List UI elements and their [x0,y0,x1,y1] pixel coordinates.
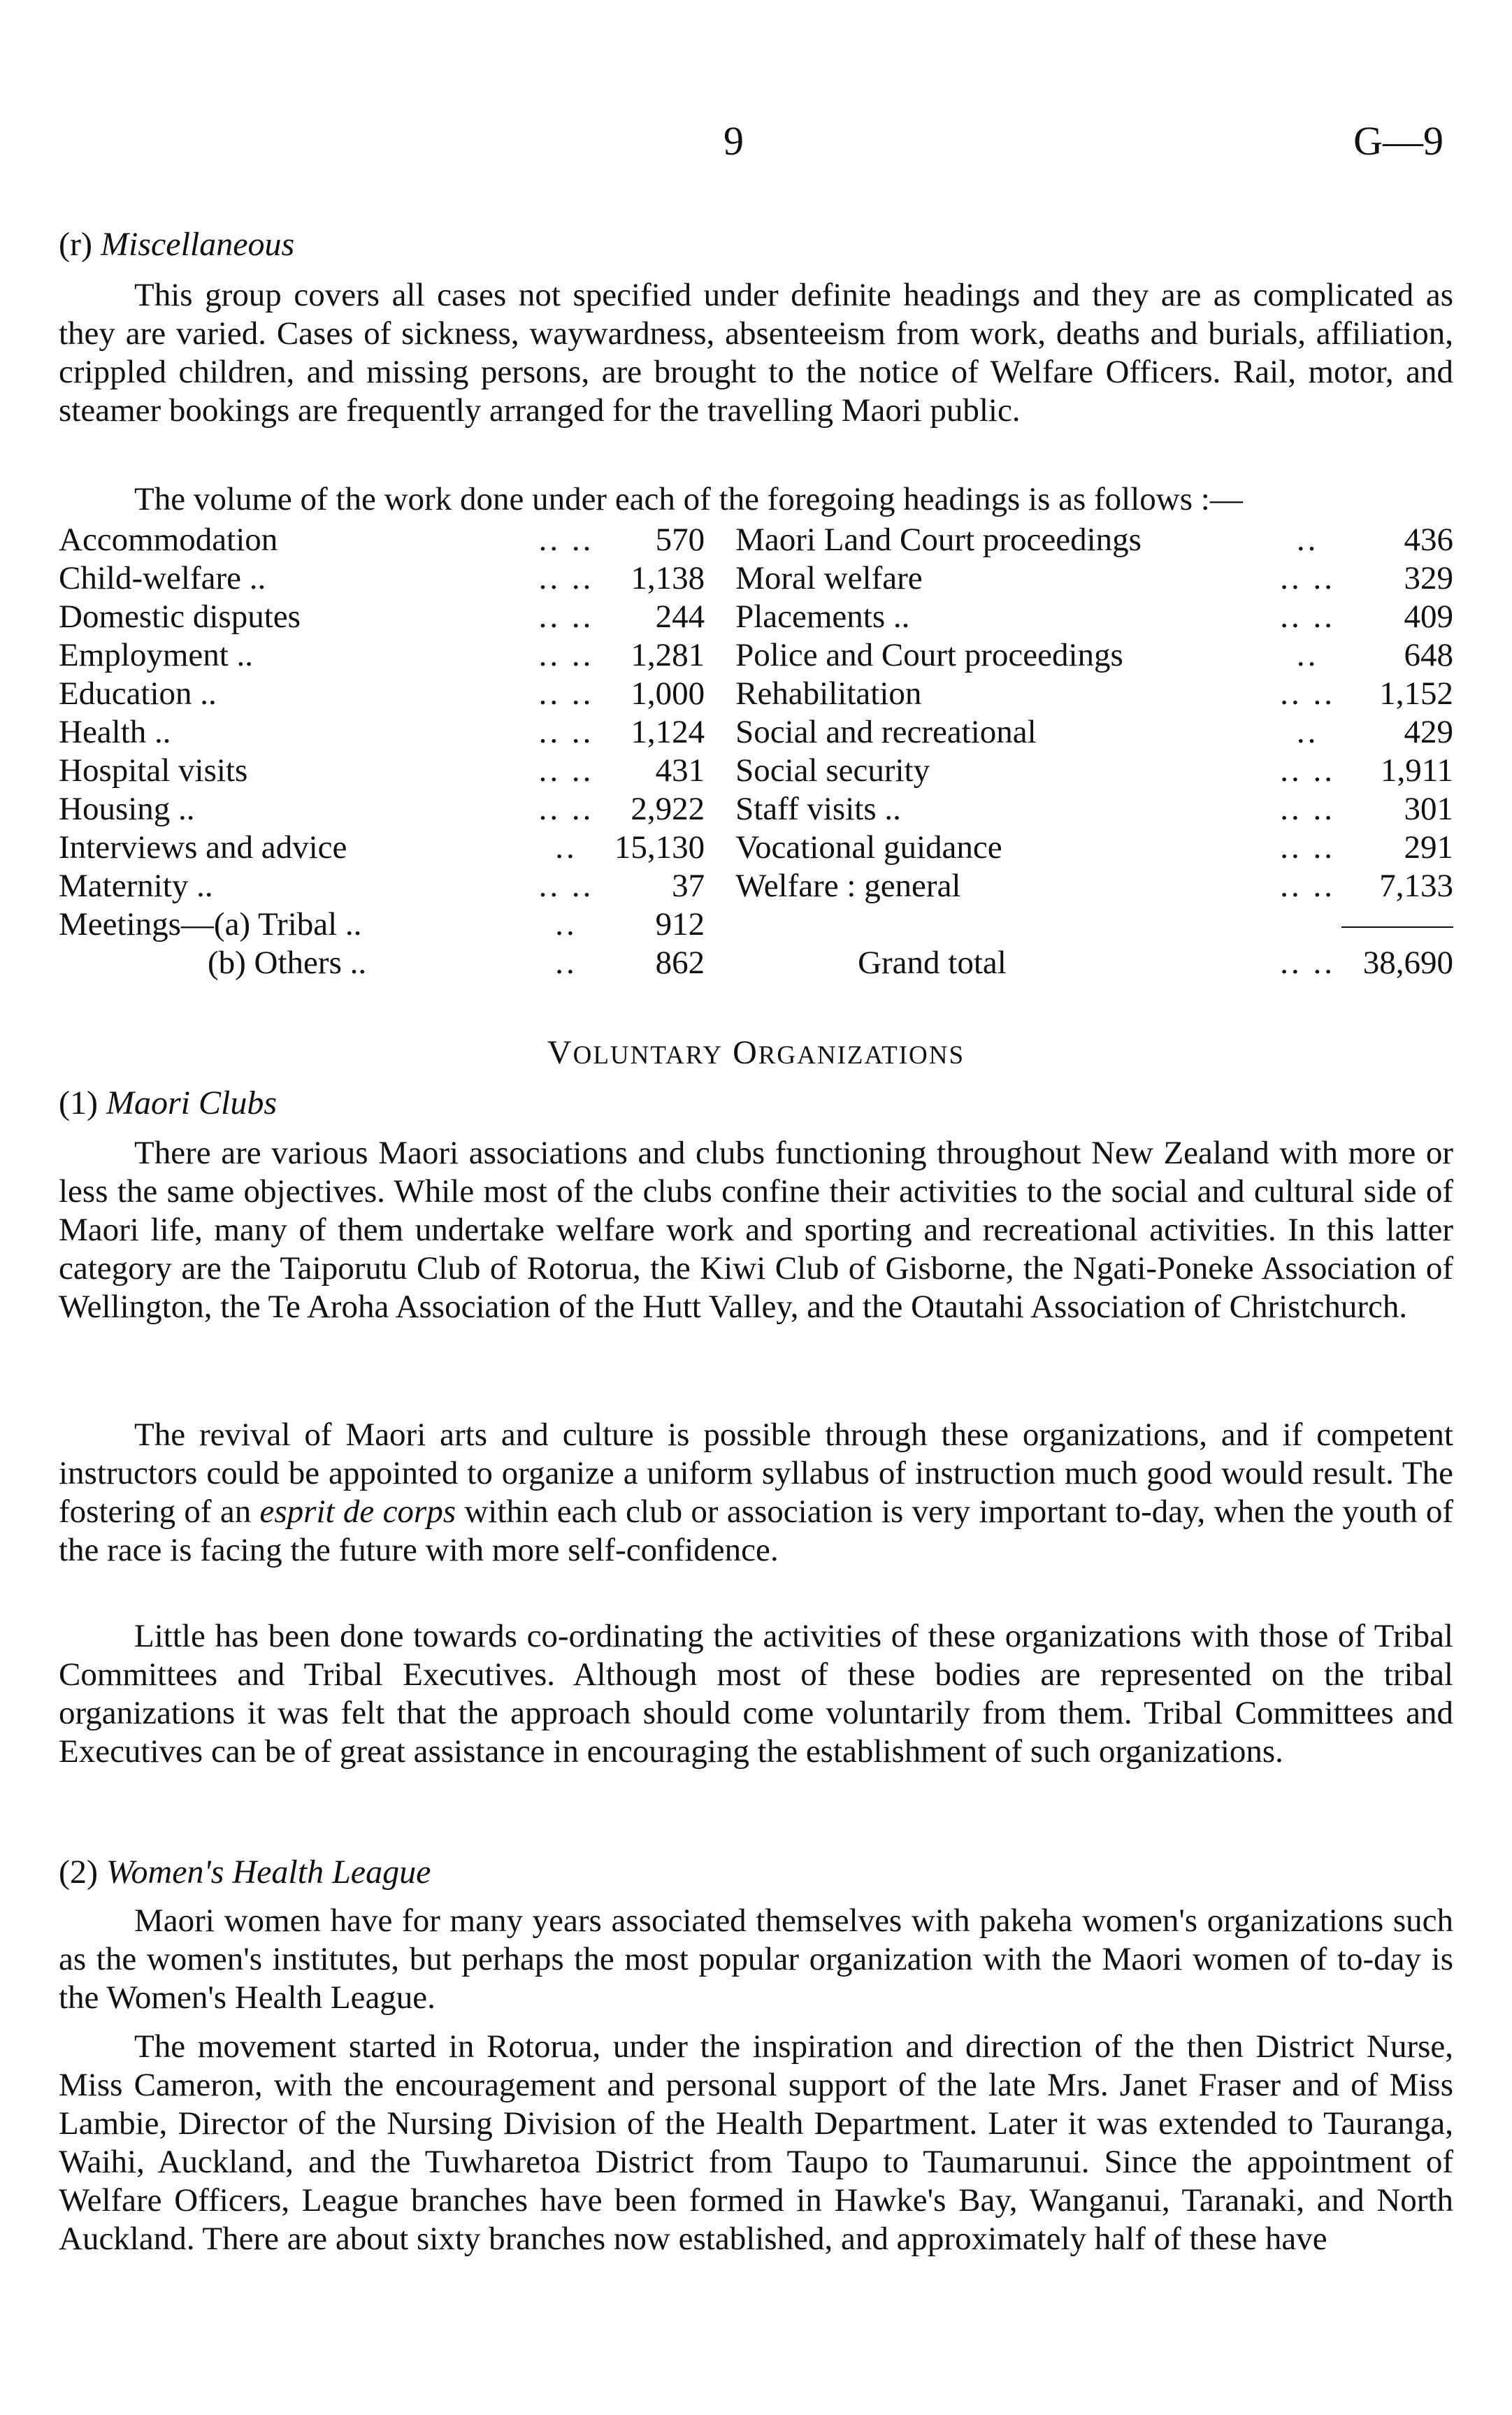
category-label: Social and recreational [735,714,1037,750]
section-heading-maori-clubs [59,1084,277,1122]
category-count: 912 [655,906,705,943]
category-count: 7,133 [1379,868,1453,904]
leader-dots: .. .. [1280,560,1335,596]
category-count: 244 [655,599,705,635]
paragraph-miscellaneous-2: The volume of the work done under each of the foregoing headings is as follows :— [134,481,1243,517]
leader-dots: .. .. [1280,752,1335,789]
leader-dots: .. .. [1280,829,1335,866]
category-label: Education .. [59,675,217,712]
section-title: Miscellaneous [100,226,295,263]
volume-table-body [59,521,1453,982]
table-row [59,790,1453,829]
leader-dots: .. .. [1280,675,1335,712]
category-label: Domestic disputes [59,599,301,635]
leader-dots: .. .. [538,522,594,558]
leader-dots: .. .. [538,599,594,635]
italic-phrase: esprit de corps [259,1493,456,1530]
category-label: Social security [735,752,930,789]
paragraph-womens-health-1: Maori women have for many years associated themselves with pakeha women's organizations such as the women's institutes, but perhaps the most popular organization with the Maori women of to-day is the Women's Health League. [59,1902,1453,2016]
category-count: 291 [1404,829,1453,866]
category-count: 431 [655,752,705,789]
section-label: (1) [59,1084,98,1121]
section-heading-miscellaneous [59,225,294,264]
category-count: 2,922 [631,791,705,827]
section-label: (2) [59,1854,98,1891]
empty-cell [735,905,1274,944]
section-heading-womens-health [59,1853,431,1891]
section-title: Maori Clubs [106,1084,277,1121]
category-count: 301 [1404,791,1453,827]
category-count: 570 [655,522,705,558]
table-row [59,713,1453,752]
document-code: G—9 [1353,118,1443,164]
category-label: Accommodation [59,522,278,558]
voluntary-organizations-heading: VOLUNTARY ORGANIZATIONS [547,1034,965,1071]
table-row [59,752,1453,790]
category-label: Rehabilitation [735,675,922,712]
leader-dots: .. [1296,522,1319,558]
category-label: Moral welfare [735,560,923,596]
category-count: 1,152 [1379,675,1453,712]
category-label: Child-welfare .. [59,560,266,596]
total-rule [1341,926,1453,928]
category-label: Police and Court proceedings [735,637,1123,673]
category-label: Staff visits .. [735,791,901,827]
leader-dots: .. [1296,714,1319,750]
category-label: Maori Land Court proceedings [735,522,1142,558]
leader-dots: .. .. [538,868,594,904]
empty-cell [1274,905,1341,944]
leader-dots: .. .. [1280,599,1335,635]
leader-dots: .. .. [538,675,594,712]
grand-total-label: Grand total [858,945,1007,981]
table-row [59,675,1453,713]
paragraph-womens-health-2: The movement started in Rotorua, under the inspiration and direction of the then District Nurse, Miss Cameron, with the encouragement and personal support of the late Mrs. Janet Fraser and of Miss Lambie, Director of the Nursing Division of the Health Department. Later it was extended to Tauranga, Waihi, Auckland, and the Tuwharetoa District from Taupo to Taumarunui. Since the appointment of Welfare Officers, League branches have been formed in Hawke's Bay, Wanganui, Taranaki, and North Auckland. There are about sixty branches now established, and approximately half of these have [59,2028,1453,2257]
leader-dots: .. [555,829,577,866]
category-count: 436 [1404,522,1453,558]
leader-dots: .. .. [1280,868,1335,904]
leader-dots: .. .. [538,714,594,750]
leader-dots: .. [1296,637,1319,673]
leader-dots: .. .. [1280,791,1335,827]
category-count: 409 [1404,599,1453,635]
leader-dots: .. .. [538,752,594,789]
paragraph-maori-clubs-1: There are various Maori associations and clubs functioning throughout New Zealand with more or less the same objectives. While most of the clubs confine their activities to the social and cultural side of Maori life, many of them undertake welfare work and sporting and recreational activities. In this latter category are the Taiporutu Club of Rotorua, the Kiwi Club of Gisborne, the Ngati-Poneke Association of Wellington, the Te Aroha Association of the Hutt Valley, and the Otautahi Association of Christchurch. [59,1135,1453,1325]
paragraph-maori-clubs-2: The revival of Maori arts and culture is possible through these organizations, and if competent instructors could be appointed to organize a uniform syllabus of instruction much good would result. The fostering of an esprit de corps within each club or association is very important to-day, when the youth of the race is facing the future with more self-confidence. [59,1417,1453,1568]
leader-dots: .. [555,945,577,981]
category-label: Employment .. [59,637,254,673]
category-count: 1,000 [631,675,705,712]
category-label: Vocational guidance [735,829,1002,866]
table-row [59,521,1453,559]
section-label: (r) [59,226,92,263]
category-label: Maternity .. [59,868,213,904]
category-label: Hospital visits [59,752,248,789]
category-label: Interviews and advice [59,829,347,866]
category-label: Placements .. [735,599,910,635]
table-row [59,559,1453,598]
total-rule-cell [1341,905,1453,944]
category-count: 1,911 [1380,752,1453,789]
category-count: 648 [1404,637,1453,673]
leader-dots: .. .. [538,560,594,596]
volume-of-work-table [59,521,1453,982]
leader-dots: .. .. [1280,945,1335,981]
page-number: 9 [723,118,744,164]
category-count: 15,130 [614,829,705,866]
category-count: 1,124 [631,714,705,750]
table-row [59,598,1453,636]
category-label: (b) Others .. [208,945,367,981]
category-count: 429 [1404,714,1453,750]
category-label: Housing .. [59,791,195,827]
grand-total-value: 38,690 [1362,945,1453,981]
table-row [59,905,1453,944]
leader-dots: .. .. [538,791,594,827]
category-label: Health .. [59,714,171,750]
paragraph-maori-clubs-3: Little has been done towards co-ordinating the activities of these organizations with those of Tribal Committees and Tribal Executives. Although most of these bodies are represented on the tribal organizations it was felt that the approach should come voluntarily from them. Tribal Committees and Executives can be of great assistance in encouraging the establishment of such organizations. [59,1618,1453,1770]
leader-dots: .. [555,906,577,943]
category-count: 1,138 [631,560,705,596]
table-row [59,829,1453,867]
table-row [59,636,1453,675]
table-row [59,867,1453,905]
table-row [59,944,1453,982]
leader-dots: .. .. [538,637,594,673]
section-title: Women's Health League [106,1854,431,1891]
category-label: Welfare : general [735,868,961,904]
category-count: 37 [672,868,705,904]
paragraph-miscellaneous-1: This group covers all cases not specified under definite headings and they are as complicated as they are varied. Cases of sickness, waywardness, absenteeism from work, deaths and burials, affiliation, crippled children, and missing persons, are brought to the notice of Welfare Officers. Rail, motor, and steamer bookings are frequently arranged for the travelling Maori public. [59,277,1453,429]
category-count: 862 [655,945,705,981]
category-count: 329 [1404,560,1453,596]
category-count: 1,281 [631,637,705,673]
category-label: Meetings—(a) Tribal .. [59,906,362,943]
